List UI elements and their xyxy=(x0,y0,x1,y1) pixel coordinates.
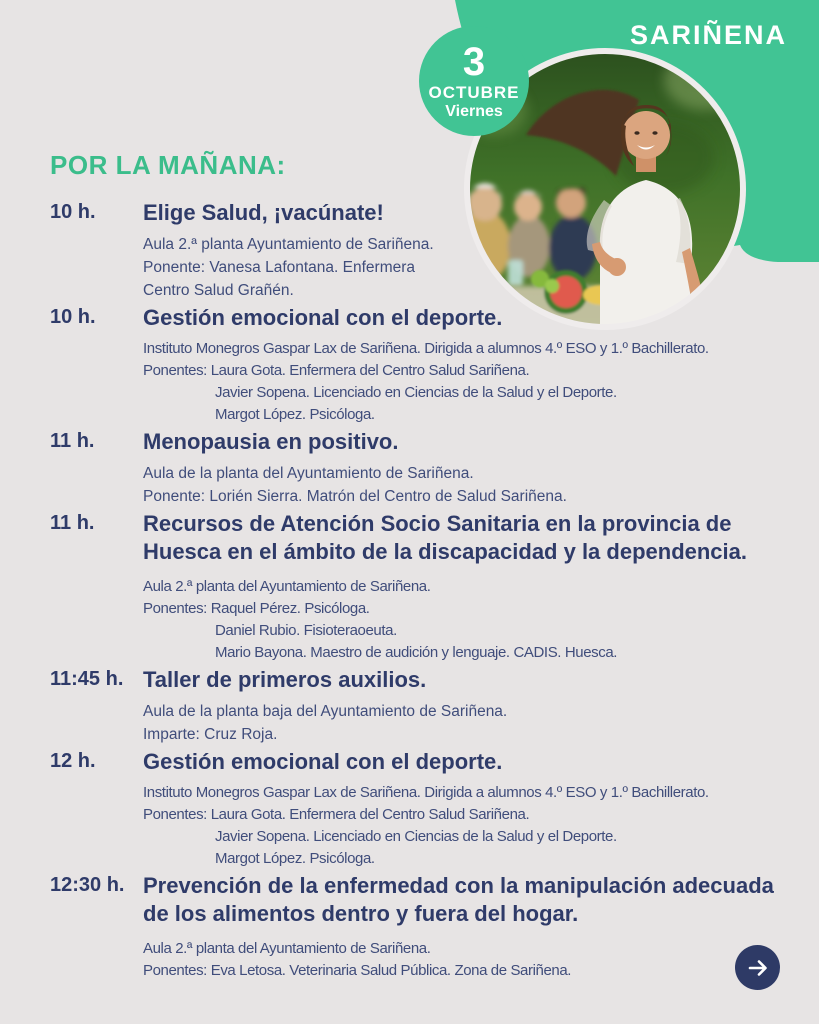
event-detail-line: Instituto Monegros Gaspar Lax de Sariñena. Dirigida a alumnos 4.º ESO y 1.º Bachillerato. xyxy=(143,340,709,357)
event-detail-line: Aula 2.ª planta del Ayuntamiento de Sariñena. xyxy=(143,940,431,957)
event-detail-line: Javier Sopena. Licenciado en Ciencias de la Salud y el Deporte. xyxy=(215,828,617,845)
event-item xyxy=(50,304,778,426)
event-title: Gestión emocional con el deporte. xyxy=(143,305,503,330)
event-title: Prevención de la enfermedad con la manipulación adecuada de los alimentos dentro y fuera del hogar. xyxy=(143,873,774,926)
event-detail-line: Aula 2.ª planta Ayuntamiento de Sariñena. xyxy=(143,236,434,253)
event-detail-line: Daniel Rubio. Fisioteraoeuta. xyxy=(215,622,397,639)
event-detail-line: Ponentes: Raquel Pérez. Psicóloga. xyxy=(143,600,370,617)
event-item xyxy=(50,428,778,508)
event-detail-line: Instituto Monegros Gaspar Lax de Sariñena. Dirigida a alumnos 4.º ESO y 1.º Bachillerato. xyxy=(143,784,709,801)
event-detail-line: Mario Bayona. Maestro de audición y lenguaje. CADIS. Huesca. xyxy=(215,644,618,661)
event-title: Taller de primeros auxilios. xyxy=(143,667,427,692)
event-time: 10 h. xyxy=(50,306,96,328)
event-detail-line: Javier Sopena. Licenciado en Ciencias de la Salud y el Deporte. xyxy=(215,384,617,401)
event-details xyxy=(143,462,778,508)
event-details xyxy=(143,233,778,302)
event-details xyxy=(143,576,778,664)
event-detail-line: Margot López. Psicóloga. xyxy=(215,850,375,867)
event-details xyxy=(143,782,778,870)
event-details xyxy=(143,700,778,746)
event-detail-line: Ponentes: Eva Letosa. Veterinaria Salud Pública. Zona de Sariñena. xyxy=(143,962,572,979)
event-time: 10 h. xyxy=(50,201,96,223)
schedule xyxy=(50,150,778,984)
event-detail-line: Ponentes: Laura Gota. Enfermera del Centro Salud Sariñena. xyxy=(143,806,530,823)
event-detail-line: Ponentes: Laura Gota. Enfermera del Centro Salud Sariñena. xyxy=(143,362,530,379)
event-details xyxy=(143,338,778,426)
date-badge xyxy=(419,26,529,136)
event-title: Elige Salud, ¡vacúnate! xyxy=(143,200,384,225)
event-details xyxy=(143,938,778,982)
event-detail-line: Margot López. Psicóloga. xyxy=(215,406,375,423)
next-page-button[interactable] xyxy=(735,945,780,990)
event-item xyxy=(50,748,778,870)
event-item xyxy=(50,199,778,302)
event-time: 12:30 h. xyxy=(50,874,125,896)
section-title: POR LA MAÑANA: xyxy=(50,150,286,180)
event-detail-line: Aula de la planta baja del Ayuntamiento de Sariñena. xyxy=(143,703,508,720)
event-time: 11:45 h. xyxy=(50,668,124,690)
event-detail-line: Aula 2.ª planta del Ayuntamiento de Sariñena. xyxy=(143,578,431,595)
event-detail-line: Aula de la planta del Ayuntamiento de Sariñena. xyxy=(143,465,474,482)
event-time: 12 h. xyxy=(50,750,96,772)
event-time: 11 h. xyxy=(50,512,95,534)
event-item xyxy=(50,666,778,746)
arrow-right-icon xyxy=(746,956,770,980)
event-title: Recursos de Atención Socio Sanitaria en la provincia de Huesca en el ámbito de la discapacidad y la dependencia. xyxy=(143,511,748,564)
event-time: 11 h. xyxy=(50,430,95,452)
location-title: SARIÑENA xyxy=(629,20,787,50)
date-weekday: Viernes xyxy=(445,103,503,120)
event-detail-line: Ponente: Lorién Sierra. Matrón del Centro de Salud Sariñena. xyxy=(143,488,567,505)
event-title: Menopausia en positivo. xyxy=(143,429,399,454)
event-title: Gestión emocional con el deporte. xyxy=(143,749,503,774)
date-day: 3 xyxy=(462,40,486,84)
event-detail-line: Imparte: Cruz Roja. xyxy=(143,726,278,743)
date-month: OCTUBRE xyxy=(428,83,520,102)
event-item xyxy=(50,510,778,664)
event-detail-line: Centro Salud Grañén. xyxy=(143,282,294,299)
event-item xyxy=(50,872,778,982)
event-detail-line: Ponente: Vanesa Lafontana. Enfermera xyxy=(143,259,416,276)
